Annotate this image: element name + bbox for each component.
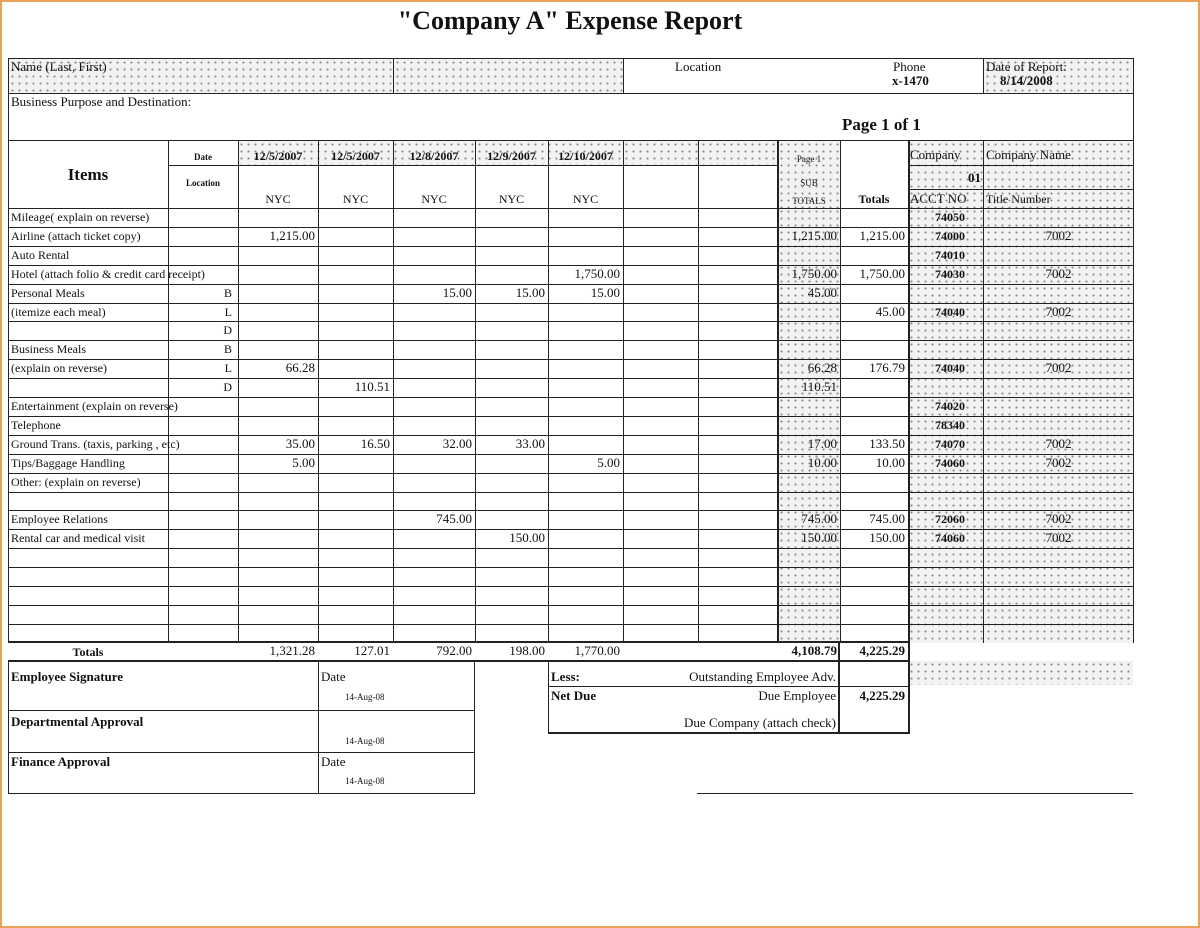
row-label: Entertainment (explain on reverse) (11, 399, 178, 413)
acct-no-cell: 74060 (935, 455, 965, 470)
amount-cell: 15.00 (442, 284, 472, 300)
row-rule (8, 303, 1133, 304)
column-total: 198.00 (509, 643, 545, 658)
approval-rule (8, 752, 475, 753)
amount-cell: 15.00 (590, 284, 620, 300)
date-cell: 12/5/2007 (331, 149, 380, 163)
row-label: Business Meals (11, 342, 86, 357)
finance-date-value: 14-Aug-08 (345, 776, 385, 786)
row-rule (8, 510, 1133, 511)
date-row-rule (168, 165, 778, 166)
row-label: Personal Meals (11, 285, 85, 300)
company-row-rule (908, 165, 1133, 166)
amount-cell: 33.00 (515, 435, 545, 451)
page-subtotal-cell: 150.00 (801, 530, 837, 546)
title-number-cell: 7002 (1045, 265, 1072, 281)
employee-date-value: 14-Aug-08 (345, 692, 385, 702)
amount-cell: 745.00 (436, 511, 472, 527)
acct-no-cell: 74010 (935, 247, 965, 262)
due-employee-label: Due Employee (758, 688, 836, 703)
approval-divider (318, 660, 319, 794)
date-cell: 12/9/2007 (487, 149, 536, 163)
row-label: (itemize each meal) (11, 304, 106, 319)
acct-no-cell: 74040 (935, 304, 965, 319)
title-number-cell: 7002 (1045, 360, 1072, 376)
meal-code: L (224, 304, 232, 319)
settlement-bottom (548, 732, 910, 734)
date-of-report-label: Date of Report: (986, 59, 1067, 74)
row-label: Mileage( explain on reverse) (11, 210, 150, 224)
company-value: 01 (968, 170, 981, 185)
right-border (1133, 58, 1134, 643)
row-rule (8, 567, 1133, 568)
date-cell: 12/5/2007 (253, 149, 303, 163)
header-top-rule (8, 58, 1134, 59)
row-rule (8, 227, 1133, 228)
amount-cell: 66.28 (285, 360, 315, 376)
less-label: Less: (551, 669, 580, 684)
amount-cell: 35.00 (285, 435, 315, 451)
approval-left (8, 660, 9, 794)
row-rule (8, 265, 1133, 266)
row-label: Tips/Baggage Handling (11, 455, 125, 470)
row-label: Rental car and medical visit (11, 531, 145, 546)
employee-date-label: Date (321, 669, 346, 684)
net-due-label: Net Due (551, 688, 597, 703)
departmental-approval-label: Departmental Approval (11, 714, 144, 729)
left-border (8, 58, 9, 643)
acct-no-cell: 74000 (935, 228, 965, 243)
location-header: Location (185, 178, 220, 188)
page-subtotal-cell: 110.51 (801, 379, 837, 395)
amount-cell: 5.00 (292, 454, 315, 470)
settlement-top (548, 660, 910, 661)
net-due-left-rule (838, 641, 840, 733)
amount-cell: 16.50 (360, 435, 390, 451)
advance-shade (908, 661, 1133, 685)
row-total-cell: 176.79 (869, 360, 905, 376)
title-number-cell: 7002 (1045, 454, 1072, 470)
page-subtotal-cell: 745.00 (801, 511, 837, 527)
title-number-cell: 7002 (1045, 435, 1072, 451)
row-total-cell: 45.00 (875, 303, 905, 319)
row-label: Ground Trans. (taxis, parking , etc) (11, 436, 180, 451)
page-subtotal-cell: 1,750.00 (791, 265, 837, 281)
date-row-shade-extra (623, 141, 778, 165)
row-total-cell: 133.50 (869, 435, 905, 451)
page-subtotal-cell: 66.28 (807, 360, 837, 376)
row-label: Auto Rental (11, 247, 70, 262)
amount-cell: 110.51 (354, 379, 390, 395)
row-total-cell: 1,215.00 (859, 227, 905, 243)
date-of-report-value: 8/14/2008 (1000, 73, 1053, 88)
row-label: (explain on reverse) (11, 361, 107, 376)
row-rule (8, 359, 1133, 360)
location-cell: NYC (498, 192, 525, 206)
row-rule (8, 454, 1133, 455)
totals-header: Totals (858, 192, 890, 206)
approval-rule (8, 710, 475, 711)
amount-cell: 5.00 (597, 454, 620, 470)
row-rule (8, 416, 1133, 417)
title-number-cell: 7002 (1045, 530, 1072, 546)
meal-code: D (223, 323, 232, 338)
row-rule (8, 397, 1133, 398)
totals-small-label: TOTALS (792, 196, 826, 206)
departmental-date-value: 14-Aug-08 (345, 736, 385, 746)
outstanding-advance-label: Outstanding Employee Adv. (689, 669, 836, 684)
amount-cell: 15.00 (515, 284, 545, 300)
row-label: Telephone (11, 417, 61, 432)
amount-cell: 1,750.00 (574, 265, 620, 281)
row-rule (8, 529, 1133, 530)
row-label: Hotel (attach folio & credit card receipt) (11, 266, 205, 281)
row-rule (8, 321, 1133, 322)
date-cell: 12/10/2007 (558, 149, 613, 163)
totals-row-label: Totals (72, 645, 104, 659)
row-rule (8, 435, 1133, 436)
location-cell: NYC (342, 192, 369, 206)
settlement-rule (548, 686, 910, 687)
header-divider (393, 58, 394, 93)
page-number-label: Page 1 of 1 (842, 115, 921, 134)
phone-value: x-1470 (892, 73, 929, 88)
approval-bottom (8, 793, 475, 794)
date-header: Date (194, 152, 212, 162)
page-subtotal-total: 4,108.79 (791, 643, 837, 658)
employee-signature-label: Employee Signature (11, 669, 124, 684)
acct-no-label: ACCT NO (910, 191, 967, 206)
title-number-label: Title Number (986, 192, 1051, 206)
page-subtotal-cell: 45.00 (807, 284, 837, 300)
column-total: 1,770.00 (574, 643, 620, 658)
phone-label: Phone (893, 59, 926, 74)
purpose-label: Business Purpose and Destination: (11, 94, 192, 109)
approval-right (474, 660, 475, 794)
row-rule (8, 624, 1133, 625)
row-label: Other: (explain on reverse) (11, 474, 141, 489)
title-number-cell: 7002 (1045, 227, 1072, 243)
page-subtotal-cell: 10.00 (807, 454, 837, 470)
acct-no-cell: 74060 (935, 531, 965, 546)
header-divider (983, 58, 984, 93)
settlement-left (548, 660, 549, 733)
items-header: Items (67, 165, 109, 184)
row-label: Airline (attach ticket copy) (11, 228, 141, 243)
acct-no-cell: 72060 (935, 512, 965, 527)
approval-top (8, 660, 475, 661)
header-divider (623, 58, 624, 93)
row-total-cell: 745.00 (869, 511, 905, 527)
date-cell: 12/8/2007 (409, 149, 459, 163)
row-rule (8, 605, 1133, 606)
location-cell: NYC (265, 192, 291, 206)
company-label: Company (910, 147, 961, 162)
meal-code: B (223, 342, 232, 357)
amount-cell: 32.00 (442, 435, 472, 451)
signature-line (697, 793, 1133, 794)
location-cell: NYC (572, 192, 599, 206)
amount-cell: 150.00 (509, 530, 545, 546)
row-label: Employee Relations (11, 512, 108, 527)
grand-total: 4,225.29 (859, 643, 905, 658)
finance-date-label: Date (321, 754, 346, 769)
acct-no-cell: 74040 (935, 361, 965, 376)
page-subtotal-cell: 17.00 (807, 435, 837, 451)
row-total-cell: 10.00 (875, 454, 905, 470)
due-company-label: Due Company (attach check) (684, 715, 836, 730)
title-number-cell: 7002 (1045, 511, 1072, 527)
row-rule (8, 586, 1133, 587)
row-rule (8, 284, 1133, 285)
column-total: 127.01 (354, 643, 390, 658)
finance-approval-label: Finance Approval (11, 754, 111, 769)
row-total-cell: 1,750.00 (859, 265, 905, 281)
grid-header-bottom (8, 208, 1134, 209)
meal-code: L (224, 361, 232, 376)
acct-no-cell: 74070 (935, 436, 965, 451)
row-rule (8, 340, 1133, 341)
due-employee-value: 4,225.29 (859, 688, 905, 703)
page-subtotal-label: Page 1 (796, 154, 822, 164)
acct-no-cell: 74050 (935, 210, 965, 224)
acct-no-cell: 74030 (935, 266, 965, 281)
name-label: Name (Last, First) (11, 59, 107, 74)
acct-no-cell: 78340 (935, 417, 965, 432)
sub-label: SUB (800, 178, 818, 188)
report-title: "Company A" Expense Report (397, 6, 743, 35)
row-total-cell: 150.00 (869, 530, 905, 546)
column-total: 792.00 (436, 643, 472, 658)
row-rule (8, 548, 1133, 549)
amount-cell: 1,215.00 (269, 227, 315, 243)
acct-row-rule (908, 189, 1133, 190)
row-rule (8, 492, 1133, 493)
acct-no-cell: 74020 (935, 399, 965, 413)
row-rule (8, 246, 1133, 247)
meal-code: D (223, 380, 232, 395)
header-bottom-rule (8, 140, 1134, 141)
company-name-label: Company Name (986, 147, 1071, 162)
row-rule (8, 473, 1133, 474)
meal-code: B (223, 285, 232, 300)
page-subtotal-cell: 1,215.00 (791, 227, 837, 243)
location-label: Location (675, 59, 722, 74)
location-cell: NYC (421, 192, 447, 206)
row-rule (8, 378, 1133, 379)
title-number-cell: 7002 (1045, 303, 1072, 319)
column-total: 1,321.28 (269, 643, 315, 658)
